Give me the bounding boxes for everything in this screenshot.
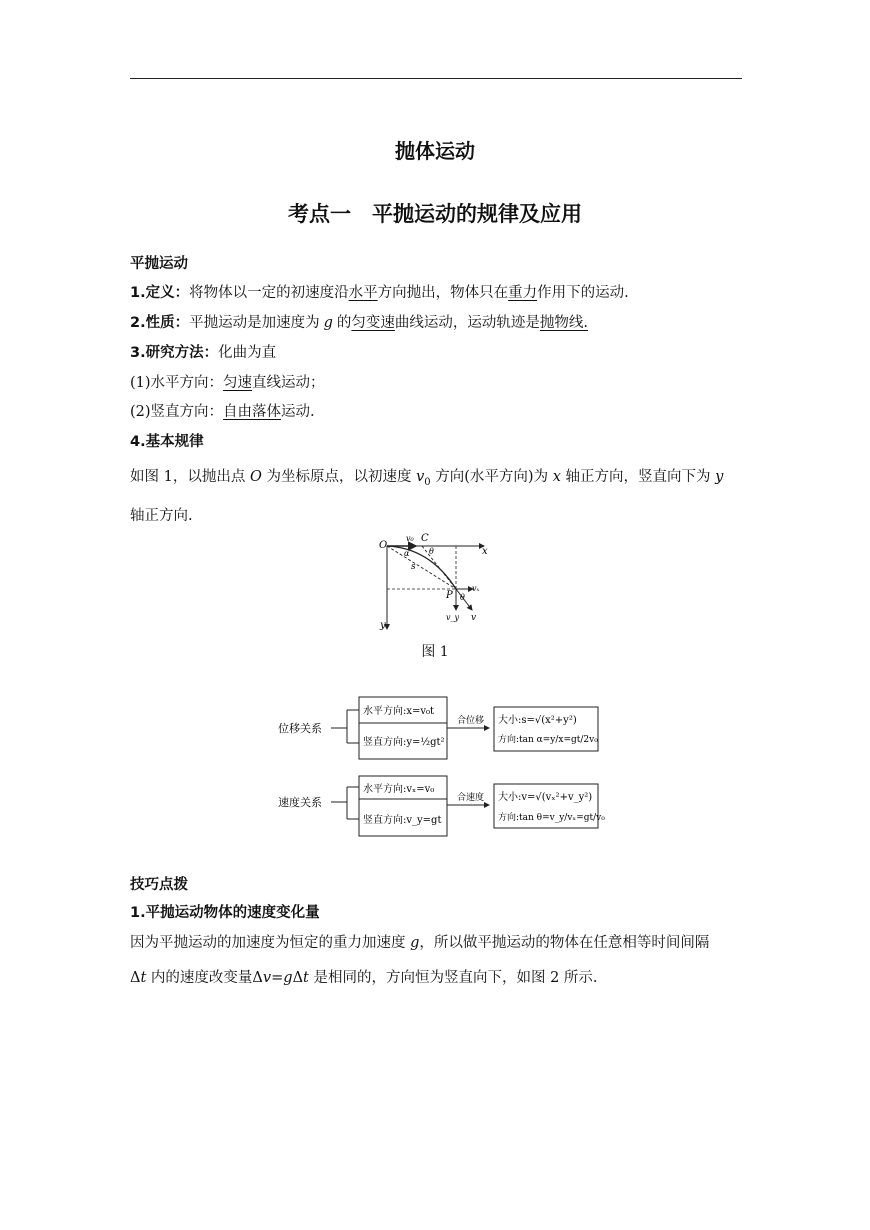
displacement-s [387,546,456,589]
v-blank: 自由落体 [223,404,282,420]
method-text: 化曲为直 [218,345,277,361]
label-O: O [379,540,388,551]
p1-a: 因为平抛运动的加速度为恒定的重力加速度 [130,935,411,951]
p2-t: t [140,970,147,986]
intro-b: 为坐标原点，以初速度 [261,469,417,485]
disp-magnitude: 大小:s=√(x²+y²) [498,715,577,726]
intro-line-2: 轴正方向. [130,508,193,524]
property-line [130,313,588,333]
vel-label: 速度关系 [278,796,322,809]
definition-line [130,283,629,303]
vel-arrow-label: 合速度 [457,793,485,803]
prop-label: 2.性质： [130,315,190,331]
intro-O: O [249,469,262,485]
prop-text-c: 曲线运动，运动轨迹是 [394,315,540,331]
prop-text-b: 的 [336,315,352,331]
figure-1-caption: 图 1 [421,644,449,660]
prop-g: g [323,315,333,331]
p2-t2: t [303,970,309,986]
def-label: 1.定义： [130,285,190,301]
label-v0: v₀ [406,534,414,543]
figure-1-trajectory [372,532,502,634]
p2-b: 内的速度改变量Δ [146,970,263,986]
h-rest: 直线运动； [252,375,325,391]
label-x: x [482,546,488,557]
p1-b: ，所以做平抛运动的物体在任意相等时间间隔 [419,935,710,951]
p2-d: Δ [292,970,304,986]
label-v: v [471,613,477,623]
relationship-diagram [275,693,605,843]
label-P: P [446,590,453,601]
disp-label: 位移关系 [278,722,322,735]
displacement-group [278,697,598,759]
label-theta-2: θ [460,593,465,602]
page-title: 抛体运动 [395,139,475,163]
label-theta: θ [429,547,434,556]
def-blank-1: 水平 [348,285,378,301]
label-alpha: α [404,549,410,558]
h-label: (1)水平方向： [130,375,224,391]
method-label: 3.研究方法： [130,345,219,361]
intro-v0: v [416,469,425,485]
intro-x: x [552,469,561,485]
disp-horizontal: 水平方向:x=v₀t [363,706,435,717]
prop-blank-2: 抛物线. [539,315,589,331]
disp-vertical: 竖直方向:y=½gt² [363,737,445,748]
method-line [130,343,276,363]
p2-g: g [283,970,293,986]
section-title: 考点一 平抛运动的规律及应用 [288,202,582,226]
v-rest: 运动. [281,404,315,420]
vel-direction: 方向:tan θ=v_y/vₓ=gt/v₀ [498,813,605,823]
intro-a: 如图 1，以抛出点 [130,469,250,485]
label-s: s [411,562,416,572]
tips-line-1 [130,933,709,953]
vel-horizontal: 水平方向:vₓ=v₀ [363,784,435,795]
p2-v: v [262,970,272,986]
prop-blank-1: 匀变速 [351,315,395,331]
heading-basic-rules: 4.基本规律 [130,434,204,450]
v-label: (2)竖直方向： [130,404,224,420]
horizontal-line [130,373,325,393]
p2-a: Δ [130,970,141,986]
disp-arrow-label: 合位移 [457,716,485,726]
label-y: y [380,620,386,631]
tips-line-2 [130,968,598,988]
intro-line-1 [130,467,723,493]
intro-y: y [715,469,724,485]
intro-c: 方向(水平方向)为 [430,469,553,485]
def-text-b: 方向抛出，物体只在 [377,285,509,301]
disp-direction: 方向:tan α=y/x=gt/2v₀ [498,735,598,745]
def-text-c: 作用下的运动. [537,285,629,301]
heading-projectile: 平抛运动 [130,256,188,272]
vel-vertical: 竖直方向:v_y=gt [363,815,442,826]
p2-e: 是相同的，方向恒为竖直向下，如图 2 所示. [308,970,598,986]
def-text-a: 将物体以一定的初速度沿 [189,285,349,301]
heading-tips: 技巧点拨 [130,877,188,893]
label-vx: vₓ [472,584,480,593]
def-blank-2: 重力 [508,285,538,301]
p2-c: = [271,970,284,986]
prop-text-a: 平抛运动是加速度为 [189,315,320,331]
velocity-group [278,776,605,836]
vel-magnitude: 大小:v=√(vₓ²+v_y²) [498,792,593,803]
intro-v0-sub: 0 [424,476,431,488]
intro-d: 轴正方向，竖直向下为 [560,469,716,485]
vertical-line [130,402,315,422]
tangent-line [422,546,456,589]
label-vy: v_y [446,613,460,622]
label-C: C [421,533,429,544]
header-rule [130,78,742,79]
heading-velocity-change: 1.平抛运动物体的速度变化量 [130,905,320,921]
h-blank: 匀速 [223,375,253,391]
p1-g: g [410,935,420,951]
